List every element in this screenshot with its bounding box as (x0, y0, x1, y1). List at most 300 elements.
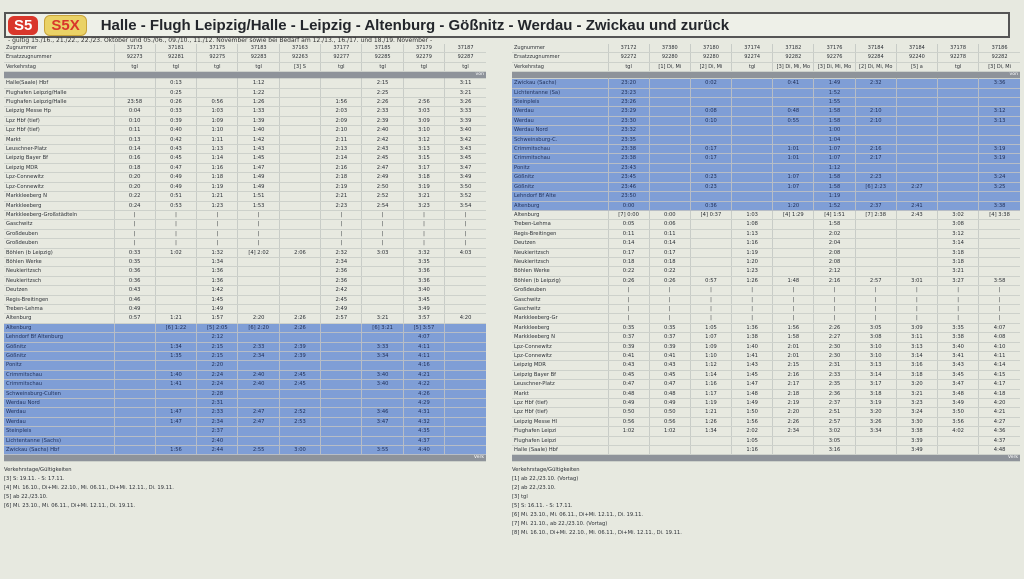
time-cell: 23:30 (608, 116, 649, 125)
time-cell: 23:38 (608, 145, 649, 154)
time-cell (155, 257, 196, 266)
time-cell: 2:19 (773, 399, 814, 408)
time-cell: 3:30 (896, 417, 937, 426)
time-cell: 0:14 (649, 239, 690, 248)
time-cell: 4:17 (979, 380, 1020, 389)
time-cell: 3:34 (362, 352, 403, 361)
time-cell (649, 201, 690, 210)
footnote-line: [3] S: 19.11. - S: 17.11. (4, 476, 65, 483)
time-cell: | (896, 304, 937, 313)
time-cell (445, 304, 486, 313)
time-cell: 1:58 (814, 173, 855, 182)
time-cell: [4] 3:38 (979, 210, 1020, 219)
header-cell: 37174 (732, 44, 773, 53)
station-name: Regis-Breitingen (4, 295, 114, 304)
time-cell (321, 408, 362, 417)
table-row (4, 201, 486, 210)
time-cell: | (814, 314, 855, 323)
time-cell: 0:11 (608, 229, 649, 238)
table-row (512, 276, 1020, 285)
table-row (4, 182, 486, 191)
station-name: Gößnitz (512, 182, 608, 191)
time-cell: 0:23 (690, 182, 731, 191)
time-cell: | (155, 210, 196, 219)
time-cell: 1:12 (238, 79, 279, 88)
time-cell: 3:26 (445, 98, 486, 107)
time-cell (773, 163, 814, 172)
time-cell (279, 239, 320, 248)
time-cell: 1:12 (690, 361, 731, 370)
time-cell (855, 257, 896, 266)
station-name: Gaschwitz (512, 295, 608, 304)
time-cell: 0:50 (649, 408, 690, 417)
station-name: Markkleeberg (4, 201, 114, 210)
time-cell: 0:47 (649, 380, 690, 389)
time-cell (979, 248, 1020, 257)
time-cell (321, 380, 362, 389)
time-cell (855, 220, 896, 229)
header-cell: 92285 (362, 53, 403, 62)
time-cell: 2:20 (773, 408, 814, 417)
time-cell (321, 352, 362, 361)
time-cell: 0:48 (608, 389, 649, 398)
time-cell: 4:27 (979, 417, 1020, 426)
time-cell (855, 98, 896, 107)
time-cell: 23:20 (608, 79, 649, 88)
header-cell: 37185 (362, 44, 403, 53)
validity-note: - gültig 15./16., 21./22., 22./23. Oktober und 05./06., 09./10., 11./12. November sowie bei Bedarf am 12./13., 16./17. und 18./19. November - (8, 37, 433, 44)
time-cell (155, 436, 196, 445)
station-name: Lpz Hbf (tief) (4, 116, 114, 125)
time-cell: 0:26 (649, 276, 690, 285)
time-cell: 1:17 (690, 389, 731, 398)
station-name: Treben-Lehma (4, 304, 114, 313)
time-cell: 0:13 (114, 135, 155, 144)
header-cell: 92276 (814, 53, 855, 62)
table-row (4, 267, 486, 276)
time-cell: 1:58 (814, 116, 855, 125)
time-cell (445, 323, 486, 332)
time-cell (279, 267, 320, 276)
time-cell: 0:14 (608, 239, 649, 248)
station-name: Markkleeberg N (512, 333, 608, 342)
header-cell: tgl (445, 62, 486, 71)
time-cell: 2:34 (238, 352, 279, 361)
station-name: Ponitz (512, 163, 608, 172)
time-cell: 2:51 (814, 408, 855, 417)
time-cell: 1:12 (814, 163, 855, 172)
time-cell: 2:35 (814, 380, 855, 389)
time-cell: | (608, 295, 649, 304)
time-cell: 2:25 (362, 88, 403, 97)
time-cell (649, 192, 690, 201)
time-cell: 0:40 (155, 126, 196, 135)
time-cell (732, 116, 773, 125)
time-cell (690, 229, 731, 238)
time-cell: 1:07 (773, 182, 814, 191)
table-row (512, 304, 1020, 313)
time-cell: 2:21 (321, 192, 362, 201)
table-row (4, 370, 486, 379)
footnote-line: [5] S: 16.11. - S: 17.11. (512, 503, 573, 510)
time-cell (896, 145, 937, 154)
time-cell: 0:50 (608, 408, 649, 417)
time-cell: 2:26 (362, 98, 403, 107)
time-cell: 2:57 (321, 314, 362, 323)
time-cell: 1:52 (814, 201, 855, 210)
time-cell: 4:32 (403, 417, 444, 426)
time-cell (238, 276, 279, 285)
time-cell (773, 192, 814, 201)
station-name: Leipzig Bayer Bf (512, 370, 608, 379)
header-cell: [3] Di, Mi, Mo (814, 62, 855, 71)
time-cell: 1:19 (732, 248, 773, 257)
time-cell: 0:11 (649, 229, 690, 238)
time-cell (938, 154, 979, 163)
time-cell: 23:58 (114, 98, 155, 107)
time-cell: 1:39 (238, 116, 279, 125)
time-cell: 2:10 (321, 126, 362, 135)
time-cell (279, 286, 320, 295)
time-cell (690, 88, 731, 97)
time-cell: 0:17 (690, 154, 731, 163)
time-cell: 3:18 (938, 257, 979, 266)
time-cell: 0:48 (773, 107, 814, 116)
time-cell: 3:49 (938, 399, 979, 408)
table-row (4, 304, 486, 313)
time-cell: | (938, 314, 979, 323)
time-cell (649, 154, 690, 163)
time-cell: 0:42 (155, 135, 196, 144)
header-row (4, 53, 486, 62)
time-cell: [4] 0:37 (690, 210, 731, 219)
time-cell: 3:19 (979, 154, 1020, 163)
time-cell: 0:26 (608, 276, 649, 285)
station-name: Werdau (512, 116, 608, 125)
station-name: Zwickau (Sachs) (512, 79, 608, 88)
table-row (4, 173, 486, 182)
station-name: Leuschner-Platz (512, 380, 608, 389)
time-cell: | (362, 220, 403, 229)
time-cell (321, 436, 362, 445)
station-name: Flughafen Leipzi (512, 427, 608, 436)
time-cell: 1:07 (814, 154, 855, 163)
station-name: Großdeuben (4, 229, 114, 238)
station-name: Werdau Nord (4, 399, 114, 408)
station-name: Halle(Saale) Hbf (4, 79, 114, 88)
time-cell: 2:20 (238, 314, 279, 323)
time-cell: 0:46 (114, 295, 155, 304)
time-cell: 3:40 (938, 342, 979, 351)
time-cell: 3:12 (938, 229, 979, 238)
time-cell (279, 135, 320, 144)
time-cell (279, 154, 320, 163)
time-cell (690, 239, 731, 248)
time-cell: [6] 3:21 (362, 323, 403, 332)
time-cell (445, 417, 486, 426)
time-cell (773, 98, 814, 107)
time-cell (649, 436, 690, 445)
time-cell: 0:26 (155, 98, 196, 107)
time-cell (690, 257, 731, 266)
time-cell (649, 145, 690, 154)
time-cell (362, 333, 403, 342)
header-label: Verkehrstag (4, 62, 114, 71)
time-cell: 3:43 (938, 361, 979, 370)
time-cell: 4:29 (403, 399, 444, 408)
time-cell: 1:09 (197, 116, 238, 125)
time-cell: 1:22 (238, 88, 279, 97)
time-cell: 0:57 (690, 276, 731, 285)
time-cell: 0:14 (114, 145, 155, 154)
time-cell: 2:43 (896, 210, 937, 219)
table-row (512, 248, 1020, 257)
time-cell (362, 286, 403, 295)
time-cell (279, 257, 320, 266)
header-label: Ersatzzugnummer (512, 53, 608, 62)
time-cell: 4:21 (403, 370, 444, 379)
time-cell (773, 239, 814, 248)
time-cell (114, 88, 155, 97)
time-cell (938, 446, 979, 455)
footnote-line: [6] Mi. 23.10., Mi. 06.11., Di+Mi. 12.11., Di. 19.11. (512, 512, 644, 519)
time-cell (773, 126, 814, 135)
time-cell: 0:49 (608, 399, 649, 408)
time-cell: | (649, 286, 690, 295)
time-cell: 1:58 (814, 220, 855, 229)
station-name: Gößnitz (4, 342, 114, 351)
time-cell: | (608, 304, 649, 313)
time-cell (773, 135, 814, 144)
time-cell: 3:24 (979, 173, 1020, 182)
station-name: Flughafen Leipzig/Halle (4, 98, 114, 107)
time-cell (732, 145, 773, 154)
time-cell: 4:40 (403, 446, 444, 455)
time-cell: 0:10 (114, 116, 155, 125)
footnote-line: Verkehrstage/Gültigkeiten (4, 467, 72, 474)
time-cell: 1:38 (732, 333, 773, 342)
time-cell (855, 163, 896, 172)
table-row (512, 88, 1020, 97)
time-cell: 0:43 (649, 361, 690, 370)
time-cell (321, 427, 362, 436)
time-cell: 2:13 (321, 145, 362, 154)
header-cell: [5] a (896, 62, 937, 71)
table-row (4, 257, 486, 266)
station-name: Steinpleis (512, 98, 608, 107)
time-cell: 2:23 (321, 201, 362, 210)
table-row (512, 107, 1020, 116)
table-row (512, 314, 1020, 323)
footnote-line: [4] Mi. 16.10., Di+Mi. 22.10., Mi. 06.11., Di+Mi. 12.11., Di. 19.11. (4, 485, 174, 492)
time-cell: | (773, 304, 814, 313)
time-cell (238, 427, 279, 436)
station-name: Crimmitschau (512, 145, 608, 154)
time-cell: 3:20 (855, 408, 896, 417)
time-cell: 2:08 (814, 248, 855, 257)
time-cell: | (896, 286, 937, 295)
table-row (4, 361, 486, 370)
time-cell: 1:58 (814, 182, 855, 191)
time-cell (445, 295, 486, 304)
time-cell: 2:32 (321, 248, 362, 257)
time-cell: 4:10 (979, 342, 1020, 351)
time-cell: | (896, 314, 937, 323)
time-cell: 2:30 (814, 352, 855, 361)
time-cell: 1:53 (238, 201, 279, 210)
time-cell (938, 192, 979, 201)
table-row (4, 154, 486, 163)
time-cell: | (197, 229, 238, 238)
header-cell: 37184 (896, 44, 937, 53)
time-cell: 4:36 (979, 427, 1020, 436)
time-cell: 3:14 (855, 370, 896, 379)
time-cell (155, 276, 196, 285)
time-cell (938, 79, 979, 88)
table-row (512, 145, 1020, 154)
time-cell: 2:33 (238, 342, 279, 351)
time-cell: 2:19 (321, 182, 362, 191)
time-cell (896, 107, 937, 116)
station-name: Lichtentanne (Sa) (512, 88, 608, 97)
time-cell (938, 163, 979, 172)
station-name: Leipzig Messe Hl (512, 417, 608, 426)
time-cell: | (979, 314, 1020, 323)
header-label: Zugnummer (4, 44, 114, 53)
time-cell: 0:18 (608, 257, 649, 266)
time-cell (321, 333, 362, 342)
time-cell (773, 267, 814, 276)
time-cell: 0:17 (690, 145, 731, 154)
time-cell: 3:33 (362, 342, 403, 351)
time-cell (896, 267, 937, 276)
table-row (4, 314, 486, 323)
time-cell: | (238, 220, 279, 229)
time-cell: 1:19 (197, 182, 238, 191)
time-cell: 1:13 (732, 229, 773, 238)
time-cell: 4:37 (403, 436, 444, 445)
time-cell: 3:08 (855, 333, 896, 342)
time-cell: 2:50 (362, 182, 403, 191)
time-cell: 3:18 (896, 370, 937, 379)
time-cell (321, 88, 362, 97)
time-cell (279, 79, 320, 88)
time-cell: 3:05 (855, 323, 896, 332)
time-cell (445, 370, 486, 379)
station-name: Neukieritzsch (512, 257, 608, 266)
header-cell: tgl (938, 62, 979, 71)
time-cell: 1:21 (197, 192, 238, 201)
time-cell: 1:34 (690, 427, 731, 436)
time-cell (732, 79, 773, 88)
time-cell: [4] 2:02 (238, 248, 279, 257)
station-name: Lpz-Connewitz (512, 352, 608, 361)
time-cell: 4:35 (403, 427, 444, 436)
time-cell: 1:43 (732, 361, 773, 370)
time-cell: 3:40 (362, 370, 403, 379)
time-cell: 3:09 (403, 116, 444, 125)
station-name: Werdau (4, 417, 114, 426)
time-cell: 1:32 (197, 248, 238, 257)
time-cell: 2:40 (238, 370, 279, 379)
time-cell: | (649, 295, 690, 304)
time-cell: 0:56 (197, 98, 238, 107)
time-cell (896, 98, 937, 107)
table-row (512, 173, 1020, 182)
station-name: Flughafen Leipzig/Halle (4, 88, 114, 97)
time-cell: 0:02 (690, 79, 731, 88)
time-cell: 4:14 (979, 361, 1020, 370)
time-cell (608, 446, 649, 455)
time-cell: [6] 2:23 (855, 182, 896, 191)
time-cell: 1:36 (197, 267, 238, 276)
time-cell: | (690, 286, 731, 295)
time-cell: 23:26 (608, 98, 649, 107)
time-cell (155, 304, 196, 313)
time-cell: 3:02 (814, 427, 855, 436)
time-cell: 0:36 (114, 276, 155, 285)
time-cell: 0:47 (608, 380, 649, 389)
time-cell (279, 399, 320, 408)
time-cell: 4:11 (979, 352, 1020, 361)
time-cell (155, 333, 196, 342)
station-name: Markt (4, 135, 114, 144)
time-cell: 3:24 (896, 408, 937, 417)
time-cell (362, 304, 403, 313)
time-cell (321, 370, 362, 379)
station-name: Lpz Hbf (tief) (4, 126, 114, 135)
time-cell: | (732, 314, 773, 323)
time-cell: 3:18 (855, 389, 896, 398)
time-cell (279, 173, 320, 182)
time-cell: 2:43 (362, 145, 403, 154)
station-name: Altenburg (4, 323, 114, 332)
time-cell: 23:50 (608, 192, 649, 201)
time-cell (690, 446, 731, 455)
time-cell: 1:56 (321, 98, 362, 107)
table-row (4, 126, 486, 135)
header-cell: 37183 (238, 44, 279, 53)
header-row (512, 44, 1020, 53)
time-cell: 3:34 (855, 427, 896, 436)
time-cell: 3:23 (896, 399, 937, 408)
time-cell (690, 135, 731, 144)
time-cell: 3:21 (896, 389, 937, 398)
table-row (4, 352, 486, 361)
time-cell: 1:49 (814, 79, 855, 88)
time-cell: 1:16 (732, 446, 773, 455)
time-cell: 0:36 (114, 267, 155, 276)
time-cell: 2:02 (732, 427, 773, 436)
header-cell: 92280 (649, 53, 690, 62)
separator-row (512, 72, 1020, 79)
time-cell: 1:07 (773, 173, 814, 182)
time-cell (279, 107, 320, 116)
time-cell (238, 399, 279, 408)
time-cell: | (938, 286, 979, 295)
header-row (4, 44, 486, 53)
time-cell: 3:21 (362, 314, 403, 323)
time-cell: 23:43 (608, 163, 649, 172)
separator-label: von (512, 72, 1020, 79)
time-cell: 0:41 (608, 352, 649, 361)
time-cell: | (773, 286, 814, 295)
table-row (4, 116, 486, 125)
time-cell (938, 107, 979, 116)
station-name: Gaschwitz (4, 220, 114, 229)
time-cell (445, 446, 486, 455)
time-cell: 2:47 (362, 163, 403, 172)
